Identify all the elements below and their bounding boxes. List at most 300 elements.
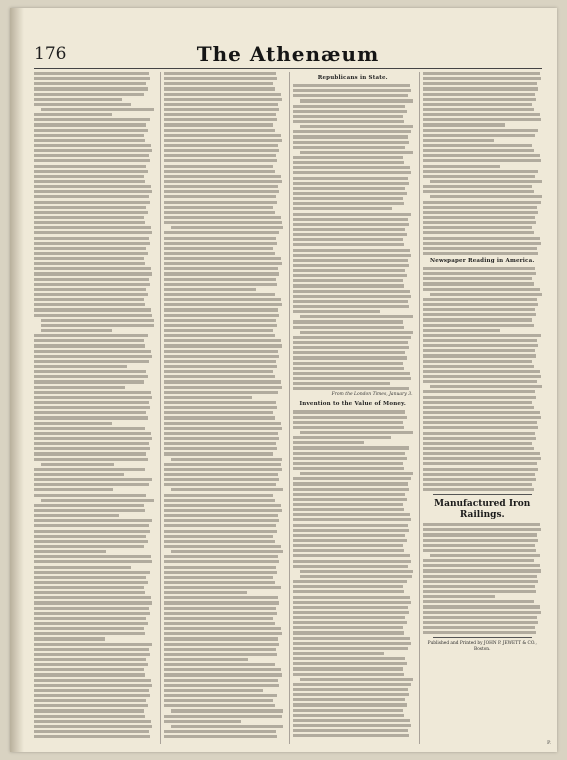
text-line: [423, 375, 541, 378]
text-line: [293, 513, 410, 516]
text-line: [293, 207, 392, 210]
text-line: [423, 416, 541, 419]
text-line: [164, 586, 281, 589]
text-line: [164, 468, 282, 471]
text-line: [423, 365, 534, 368]
text-line: [34, 612, 150, 615]
text-line: [164, 314, 280, 317]
text-line: [423, 390, 535, 393]
text-line: [293, 673, 404, 676]
text-line: [430, 195, 542, 198]
text-line: [164, 668, 281, 671]
text-line: [164, 237, 276, 240]
text-line: [293, 110, 407, 113]
text-line: [164, 77, 278, 80]
text-line: [293, 243, 404, 246]
text-line: [164, 159, 278, 162]
text-line: [164, 350, 279, 353]
text-line: [423, 462, 538, 465]
text-line: [34, 370, 146, 373]
text-line: [293, 714, 404, 717]
text-line: [34, 134, 144, 137]
text-line: [430, 180, 542, 183]
text-line: [293, 560, 411, 563]
text-line: [293, 115, 403, 118]
text-line: [34, 555, 151, 558]
text-line: [293, 462, 403, 465]
text-line: [164, 514, 279, 517]
text-line: [293, 259, 408, 262]
text-line: [34, 519, 152, 522]
text-line: [34, 571, 150, 574]
text-line: [34, 478, 152, 481]
text-line: [423, 77, 541, 80]
text-line: [423, 267, 535, 270]
text-line: [293, 233, 407, 236]
text-line: [423, 447, 534, 450]
text-line: [293, 192, 407, 195]
text-line: [34, 735, 150, 738]
text-columns: [34, 72, 542, 744]
text-line: [293, 146, 405, 149]
text-line: [34, 185, 151, 188]
text-line: [34, 545, 144, 548]
text-line: [164, 257, 281, 260]
text-line: [34, 139, 145, 142]
text-line: [164, 720, 242, 723]
text-line: [423, 118, 541, 121]
text-line: [34, 190, 152, 193]
text-line: [34, 411, 146, 414]
text-line: [34, 422, 112, 425]
text-line: [34, 658, 146, 661]
text-line: [171, 709, 283, 712]
text-line: [164, 591, 248, 594]
text-line: [34, 632, 145, 635]
text-line: [423, 564, 540, 567]
text-line: [293, 652, 384, 655]
text-line: [423, 154, 540, 157]
text-line: [293, 436, 391, 439]
text-line: [423, 426, 539, 429]
text-line: [423, 211, 539, 214]
text-line: [164, 190, 280, 193]
text-line: [164, 180, 282, 183]
text-line: [164, 380, 281, 383]
text-line: [164, 658, 249, 661]
text-line: [34, 581, 148, 584]
text-line: [34, 653, 150, 656]
text-line: [293, 709, 403, 712]
page-number: 176: [34, 44, 67, 64]
text-line: [164, 545, 281, 548]
text-line: [34, 267, 151, 270]
text-line: [293, 518, 411, 521]
text-line: [34, 231, 152, 234]
text-line: [164, 283, 278, 286]
text-line: [293, 683, 411, 686]
text-line: [423, 313, 537, 316]
text-line: [164, 432, 279, 435]
text-line: [164, 339, 281, 342]
text-line: [164, 82, 274, 85]
text-line: [293, 213, 411, 216]
text-line: [293, 580, 407, 583]
text-line: [34, 668, 144, 671]
column-2: [160, 72, 284, 744]
text-line: [164, 201, 278, 204]
text-line: [293, 269, 405, 272]
text-line: [164, 242, 278, 245]
text-line: [164, 576, 274, 579]
text-line: [164, 463, 281, 466]
text-line: [293, 356, 407, 359]
text-line: [34, 211, 148, 214]
text-line: [423, 129, 539, 132]
text-line: [293, 310, 380, 313]
text-line: [34, 87, 148, 90]
text-line: [293, 590, 404, 593]
text-line: [293, 410, 405, 413]
text-line: [34, 206, 146, 209]
text-line: [293, 703, 407, 706]
text-line: [164, 386, 282, 389]
text-line: [293, 336, 411, 339]
text-line: [293, 295, 411, 298]
text-line: [164, 206, 274, 209]
text-line: [293, 387, 409, 390]
text-line: [164, 113, 276, 116]
text-line: [293, 320, 403, 323]
text-line: [34, 252, 148, 255]
text-line: [423, 396, 537, 399]
text-line: [34, 488, 113, 491]
column-4: [419, 72, 543, 744]
text-line: [423, 611, 541, 614]
text-line: [34, 283, 150, 286]
text-line: [34, 715, 145, 718]
text-line: [164, 319, 276, 322]
text-line: [423, 559, 534, 562]
text-line: [164, 93, 281, 96]
text-line: [423, 329, 501, 332]
text-line: [164, 679, 279, 682]
text-line: [34, 242, 150, 245]
text-line: [293, 544, 403, 547]
text-line: [164, 519, 280, 522]
text-line: [293, 156, 403, 159]
text-line: [423, 468, 539, 471]
text-line: [34, 591, 145, 594]
text-line: [34, 689, 149, 692]
text-line: [423, 185, 533, 188]
text-line: [164, 154, 276, 157]
text-line: [34, 237, 149, 240]
text-line: [423, 149, 534, 152]
masthead-title: The Athenæum: [196, 42, 380, 66]
text-line: [34, 617, 146, 620]
text-line: [293, 284, 404, 287]
text-line: [293, 585, 403, 588]
text-line: [423, 252, 539, 255]
text-line: [34, 694, 150, 697]
text-line: [293, 177, 408, 180]
text-line: [423, 303, 539, 306]
text-line: [164, 329, 274, 332]
text-line: [300, 99, 412, 102]
text-line: [171, 488, 283, 491]
text-line: [423, 190, 534, 193]
column-3: [289, 72, 413, 744]
text-line: [293, 367, 404, 370]
text-line: [423, 231, 534, 234]
text-line: [164, 422, 281, 425]
text-line: [300, 331, 412, 334]
text-line: [293, 667, 403, 670]
text-line: [423, 175, 535, 178]
text-line: [293, 642, 411, 645]
text-line: [34, 473, 124, 476]
text-line: [41, 108, 153, 111]
text-line: [423, 401, 533, 404]
text-line: [423, 616, 538, 619]
text-line: [34, 509, 145, 512]
text-line: [34, 396, 152, 399]
text-line: [34, 437, 152, 440]
text-line: [164, 370, 274, 373]
text-line: [293, 197, 403, 200]
text-line: [423, 523, 540, 526]
text-line: [293, 171, 411, 174]
text-line: [34, 72, 149, 75]
text-line: [164, 293, 275, 296]
text-line: [423, 457, 541, 460]
text-line: [293, 105, 405, 108]
text-line: [34, 468, 145, 471]
text-line: [164, 98, 282, 101]
text-line: [164, 627, 281, 630]
text-line: [423, 549, 537, 552]
text-line: [423, 421, 538, 424]
text-line: [293, 290, 410, 293]
text-line: [423, 483, 533, 486]
text-line: [164, 663, 275, 666]
text-line: [34, 129, 148, 132]
text-line: [164, 540, 275, 543]
text-line: [34, 159, 150, 162]
text-line: [164, 524, 276, 527]
text-line: [34, 365, 127, 368]
text-line: [423, 206, 538, 209]
text-line: [164, 139, 282, 142]
text-line: [423, 318, 533, 321]
text-line: [293, 182, 409, 185]
text-line: [293, 84, 410, 87]
text-line: [34, 293, 148, 296]
text-line: [34, 663, 148, 666]
text-line: [41, 324, 153, 327]
text-line: [34, 447, 150, 450]
text-line: [164, 509, 282, 512]
text-line: [34, 401, 149, 404]
text-line: [293, 141, 409, 144]
text-line: [423, 216, 535, 219]
text-line: [423, 539, 539, 542]
text-line: [293, 477, 411, 480]
text-line: [34, 530, 150, 533]
text-line: [293, 130, 411, 133]
text-line: [164, 504, 281, 507]
text-line: [164, 195, 276, 198]
text-line: [293, 326, 404, 329]
text-line: [34, 298, 144, 301]
text-line: [171, 725, 283, 728]
text-line: [164, 566, 276, 569]
text-line: [164, 123, 274, 126]
text-line: [430, 554, 540, 557]
text-line: [34, 627, 144, 630]
text-line: [41, 499, 153, 502]
text-line: [164, 344, 282, 347]
text-line: [293, 89, 411, 92]
text-line: [423, 349, 535, 352]
text-line: [34, 391, 151, 394]
text-line: [41, 329, 112, 332]
text-line: [34, 730, 149, 733]
text-line: [164, 118, 278, 121]
text-line: [423, 360, 533, 363]
text-line: [34, 113, 112, 116]
text-line: [34, 643, 152, 646]
text-line: [34, 257, 144, 260]
text-line: [164, 211, 275, 214]
text-line: [423, 344, 539, 347]
newspaper-page: [10, 8, 557, 752]
text-line: [293, 372, 410, 375]
text-line: [293, 202, 404, 205]
text-line: [164, 442, 276, 445]
text-line: [293, 621, 407, 624]
text-line: [300, 125, 412, 128]
text-line: [293, 688, 408, 691]
article-heading-newspaper: Newspaper Reading in America.: [430, 258, 535, 265]
text-line: [423, 93, 535, 96]
text-line: [34, 226, 151, 229]
text-line: [164, 499, 275, 502]
text-line: [293, 606, 408, 609]
text-line: [293, 508, 404, 511]
text-line: [300, 570, 412, 573]
text-line: [164, 699, 274, 702]
text-line: [423, 569, 541, 572]
text-line: [293, 382, 390, 385]
text-line: [164, 715, 282, 718]
text-line: [164, 185, 279, 188]
text-line: [293, 457, 407, 460]
text-line: [34, 607, 149, 610]
text-line: [293, 662, 407, 665]
text-line: [34, 308, 151, 311]
text-line: [164, 391, 279, 394]
text-line: [293, 626, 403, 629]
text-line: [34, 360, 149, 363]
text-line: [423, 533, 538, 536]
text-line: [423, 590, 537, 593]
text-line: [164, 684, 280, 687]
text-line: [34, 201, 150, 204]
text-line: [423, 437, 537, 440]
text-line: [293, 166, 410, 169]
text-line: [423, 201, 541, 204]
text-line: [34, 648, 149, 651]
text-line: [34, 586, 144, 589]
text-line: [423, 585, 535, 588]
text-line: [164, 411, 274, 414]
text-line: [164, 231, 280, 234]
text-line: [164, 730, 276, 733]
text-line: [164, 324, 278, 327]
text-line: [41, 463, 114, 466]
text-line: [164, 416, 275, 419]
text-line: [423, 98, 537, 101]
text-line: [34, 93, 144, 96]
text-line: [34, 355, 152, 358]
text-line: [293, 539, 407, 542]
text-line: [293, 734, 409, 737]
text-line: [34, 118, 150, 121]
text-line: [34, 704, 148, 707]
text-line: [164, 452, 274, 455]
text-line: [423, 406, 534, 409]
text-line: [423, 452, 540, 455]
text-line: [164, 535, 274, 538]
text-line: [164, 278, 276, 281]
article-source: From the London Times, January 3.: [331, 392, 413, 398]
text-line: [423, 380, 538, 383]
text-line: [34, 504, 144, 507]
text-line: [164, 571, 278, 574]
text-line: [34, 720, 151, 723]
text-line: [300, 472, 412, 475]
text-line: [34, 334, 148, 337]
text-line: [293, 729, 408, 732]
text-line: [293, 488, 409, 491]
text-line: [423, 339, 538, 342]
text-line: [423, 298, 538, 301]
text-line: [164, 478, 280, 481]
text-line: [293, 274, 407, 277]
text-line: [293, 218, 408, 221]
text-line: [293, 305, 409, 308]
text-line: [34, 576, 146, 579]
text-line: [34, 339, 144, 342]
text-line: [164, 607, 276, 610]
text-line: [34, 375, 148, 378]
text-line: [34, 458, 148, 461]
text-line: [293, 187, 405, 190]
text-line: [34, 416, 148, 419]
text-line: [164, 494, 274, 497]
text-line: [34, 427, 145, 430]
text-line: [164, 560, 280, 563]
text-line: [293, 524, 408, 527]
text-line: [164, 530, 278, 533]
text-line: [164, 617, 274, 620]
text-line: [423, 159, 541, 162]
text-line: [164, 581, 275, 584]
text-line: [293, 467, 404, 470]
text-line: [293, 264, 409, 267]
